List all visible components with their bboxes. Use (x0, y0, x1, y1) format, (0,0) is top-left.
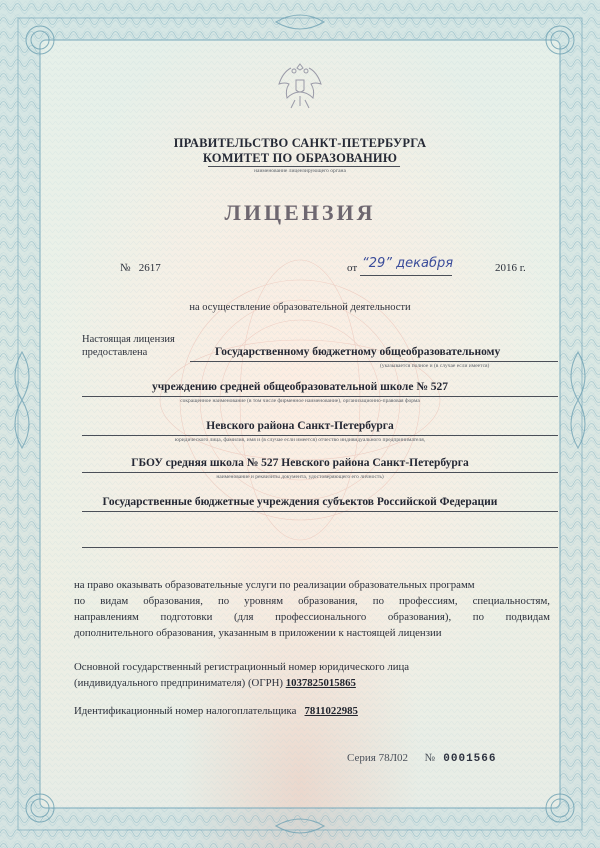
authority-line1: ПРАВИТЕЛЬСТВО САНКТ-ПЕТЕРБУРГА (173, 136, 427, 150)
number-value: 2617 (138, 262, 161, 274)
document-title: ЛИЦЕНЗИЯ (224, 200, 376, 225)
name-line3-underline (82, 435, 558, 436)
licensee-name-line2: учреждению средней общеобразовательной школе № 527 (151, 381, 449, 393)
series-label: Серия (347, 752, 376, 764)
date-prefix: от (347, 262, 358, 274)
ogrn-row (74, 676, 356, 692)
issued-label-2: предоставлена (82, 347, 148, 358)
license-number (120, 262, 161, 274)
purpose-text: на осуществление образовательной деятельности (189, 302, 411, 313)
series-number: 0001566 (443, 753, 497, 765)
inn-row (74, 704, 358, 720)
series-no-label: № (424, 752, 436, 764)
ogrn-label-1: Основной государственный регистрационный номер юридического лица (74, 661, 410, 673)
inn-value: 7811022985 (304, 705, 358, 717)
authority-caption: наименование лицензирующего органа (254, 168, 346, 174)
rights-line4: дополнительного образования, указанным в приложении к настоящей лицензии (74, 627, 442, 639)
number-prefix: № (120, 262, 131, 274)
org-type-underline (82, 511, 558, 512)
caption-1: (указывается полное и (в случае если имеется) (380, 363, 490, 369)
inn-label: Идентификационный номер налогоплательщика (74, 705, 297, 717)
ogrn-label-2: (индивидуального предпринимателя) (ОГРН) (74, 677, 283, 689)
name-line1-underline (190, 361, 558, 362)
ogrn-value: 1037825015865 (285, 677, 356, 689)
caption-4: наименование и реквизиты документа, удостоверяющего его личность) (216, 474, 384, 480)
rights-line1: на право оказывать образовательные услуги по реализации образовательных программ (74, 579, 475, 591)
blank-underline (82, 547, 558, 548)
name-line2-underline (82, 396, 558, 397)
licensee-name-line1: Государственному бюджетному общеобразовательному (215, 346, 501, 358)
caption-2: сокращенное наименование (в том числе фирменное наименование), организационно-правовая форма (180, 398, 420, 404)
date-underline (360, 275, 452, 276)
licensee-name-line3: Невского района Санкт-Петербурга (206, 420, 394, 432)
series-row (347, 752, 497, 765)
short-name-underline (82, 472, 558, 473)
issued-label-1: Настоящая лицензия (82, 334, 175, 345)
series-value: 78Л02 (378, 752, 409, 764)
caption-3: юридического лица, фамилия, имя и (в случае если имеется) отчество индивидуального предпринимателя, (174, 437, 426, 443)
authority-line2: КОМИТЕТ ПО ОБРАЗОВАНИЮ (202, 151, 398, 165)
date-year: 2016 г. (495, 262, 526, 274)
licensee-short-name: ГБОУ средняя школа № 527 Невского района Санкт-Петербурга (131, 457, 469, 469)
rights-line3: направлениям подготовки (для профессионального образования), по подвидам (74, 611, 550, 623)
handwritten-date: “29” декабря (362, 256, 454, 271)
rights-line2: по видам образования, по уровням образования, по профессиям, специальностям, (74, 595, 550, 607)
authority-underline (208, 166, 400, 167)
organization-type: Государственные бюджетные учреждения субъектов Российской Федерации (102, 496, 498, 508)
coat-of-arms-emblem (275, 58, 325, 112)
